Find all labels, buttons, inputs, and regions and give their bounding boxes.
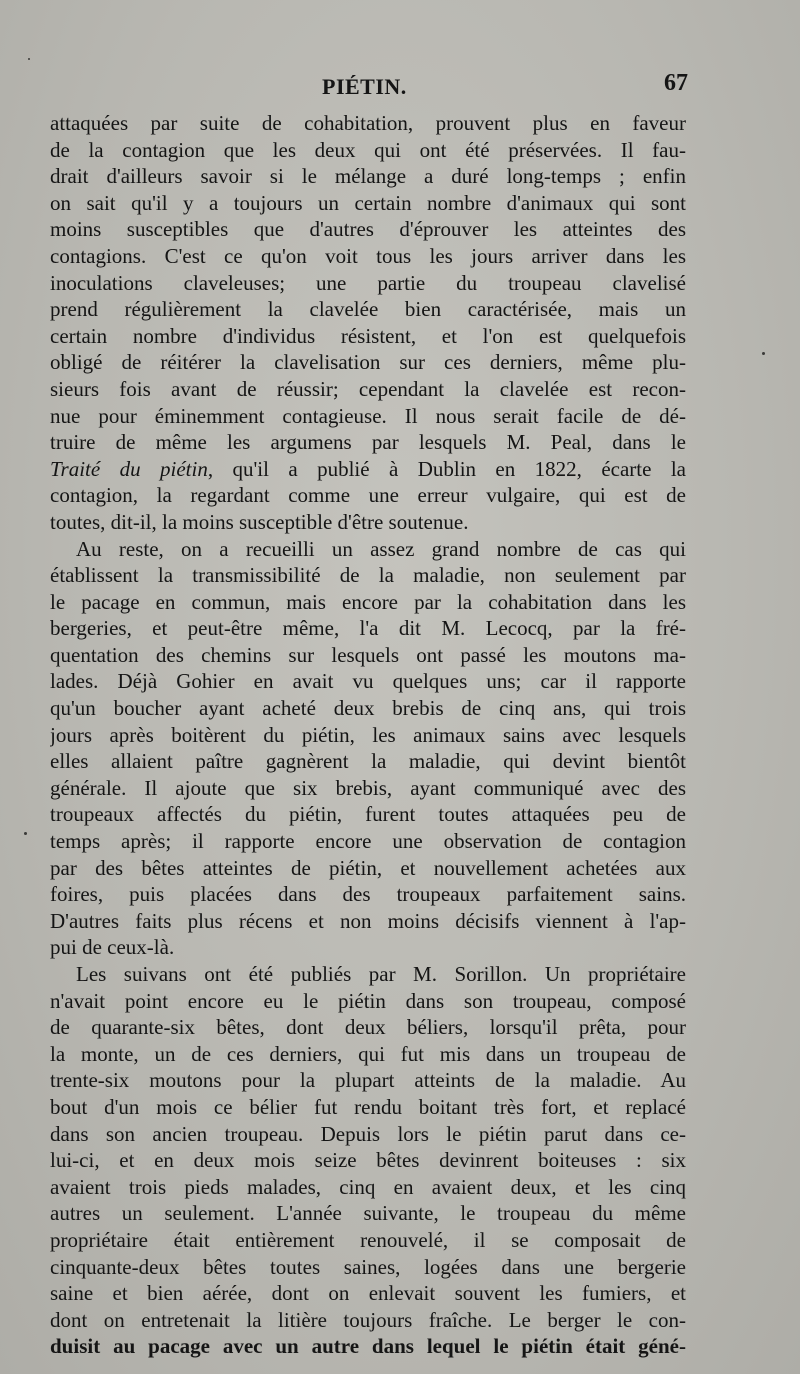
text-line: temps après; il rapporte encore une observation de contagion (50, 829, 686, 854)
text-line: inoculations claveleuses; une partie du troupeau clavelisé (50, 270, 686, 295)
text-line (50, 456, 686, 483)
text-line: avaient trois pieds malades, cinq en avaient deux, et les cinq (50, 1174, 686, 1199)
text-line: contagions. C'est ce qu'on voit tous les jours arriver dans les (50, 243, 686, 268)
text-line: cinquante-deux bêtes toutes saines, logées dans une bergerie (50, 1254, 686, 1279)
text-line: saine et bien aérée, dont on enlevait souvent les fumiers, et (50, 1281, 686, 1306)
text-line: duisit au pacage avec un autre dans lequel le piétin était géné- (50, 1334, 686, 1359)
text-line: truire de même les argumens par lesquels M. Peal, dans le (50, 430, 686, 455)
text-line: toutes, dit-il, la moins susceptible d'être soutenue. (50, 509, 469, 534)
book-title-italic: Traité du piétin (50, 456, 208, 481)
text-line: troupeaux affectés du piétin, furent toutes attaquées peu de (50, 802, 686, 827)
text-line: lades. Déjà Gohier en avait vu quelques uns; car il rapporte (50, 669, 686, 694)
text-line: dans son ancien troupeau. Depuis lors le piétin parut dans ce- (50, 1121, 686, 1146)
text-line: autres un seulement. L'année suivante, le troupeau du même (50, 1201, 686, 1226)
text-line: par des bêtes atteintes de piétin, et nouvellement achetées aux (50, 855, 686, 880)
text-line: drait d'ailleurs savoir si le mélange a duré long-temps ; enfin (50, 164, 686, 189)
text-line: D'autres faits plus récens et non moins décisifs viennent à l'ap- (50, 908, 686, 933)
text-line: générale. Il ajoute que six brebis, ayant communiqué avec des (50, 775, 686, 800)
text-line: elles allaient paître gagnèrent la maladie, qui devint bientôt (50, 749, 686, 774)
text-line: dont on entretenait la litière toujours fraîche. Le berger le con- (50, 1307, 686, 1332)
text-line: propriétaire était entièrement renouvelé, il se composait de (50, 1227, 686, 1252)
text-line: le pacage en commun, mais encore par la cohabitation dans les (50, 589, 686, 614)
text-line: pui de ceux-là. (50, 935, 175, 960)
text-line: contagion, la regardant comme une erreur vulgaire, qui est de (50, 483, 686, 508)
text-line: prend régulièrement la clavelée bien caractérisée, mais un (50, 297, 686, 322)
text-line: Au reste, on a recueilli un assez grand nombre de cas qui (76, 536, 686, 561)
paper-speck (28, 58, 30, 60)
text-line: la monte, un de ces derniers, qui fut mis dans un troupeau de (50, 1041, 686, 1066)
page-number: 67 (664, 70, 688, 96)
text-run: , qu'il a publié à Dublin en 1822, écarte la (207, 456, 686, 481)
text-line: trente-six moutons pour la plupart atteints de la maladie. Au (50, 1068, 686, 1093)
page-header (52, 68, 688, 108)
text-line: Les suivans ont été publiés par M. Sorillon. Un propriétaire (76, 962, 686, 986)
text-line: sieurs fois avant de réussir; cependant la clavelée est recon- (50, 376, 686, 401)
text-line: établissent la transmissibilité de la maladie, non seulement par (50, 563, 686, 588)
text-line: quentation des chemins sur lesquels ont passé les moutons ma- (50, 642, 686, 667)
paper-speck (24, 832, 27, 835)
text-line: lui-ci, et en deux mois seize bêtes devinrent boiteuses : six (50, 1148, 686, 1173)
text-line: bergeries, et peut-être même, l'a dit M. Lecocq, par la fré- (50, 616, 686, 641)
text-line: n'avait point encore eu le piétin dans son troupeau, composé (50, 988, 686, 1013)
text-line: de la contagion que les deux qui ont été préservées. Il fau- (50, 137, 686, 162)
text-line: certain nombre d'individus résistent, et l'on est quelquefois (50, 323, 686, 348)
text-line: attaquées par suite de cohabitation, prouvent plus en faveur (50, 111, 686, 135)
text-line: on sait qu'il y a toujours un certain nombre d'animaux qui sont (50, 190, 686, 215)
page-body (50, 110, 686, 1360)
text-line: jours après boitèrent du piétin, les animaux sains avec lesquels (50, 722, 686, 747)
text-line: nue pour éminemment contagieuse. Il nous serait facile de dé- (50, 403, 686, 428)
text-line: bout d'un mois ce bélier fut rendu boitant très fort, et replacé (50, 1094, 686, 1119)
text-line: moins susceptibles que d'autres d'éprouver les atteintes des (50, 217, 686, 242)
text-line: foires, puis placées dans des troupeaux parfaitement sains. (50, 882, 686, 907)
text-line: de quarante-six bêtes, dont deux béliers, lorsqu'il prêta, pour (50, 1015, 686, 1040)
running-head: PIÉTIN. (322, 74, 407, 99)
text-line: obligé de réitérer la clavelisation sur ces derniers, même plu- (50, 350, 686, 375)
paper-speck (762, 352, 765, 355)
text-line: qu'un boucher ayant acheté deux brebis de cinq ans, qui trois (50, 696, 686, 721)
